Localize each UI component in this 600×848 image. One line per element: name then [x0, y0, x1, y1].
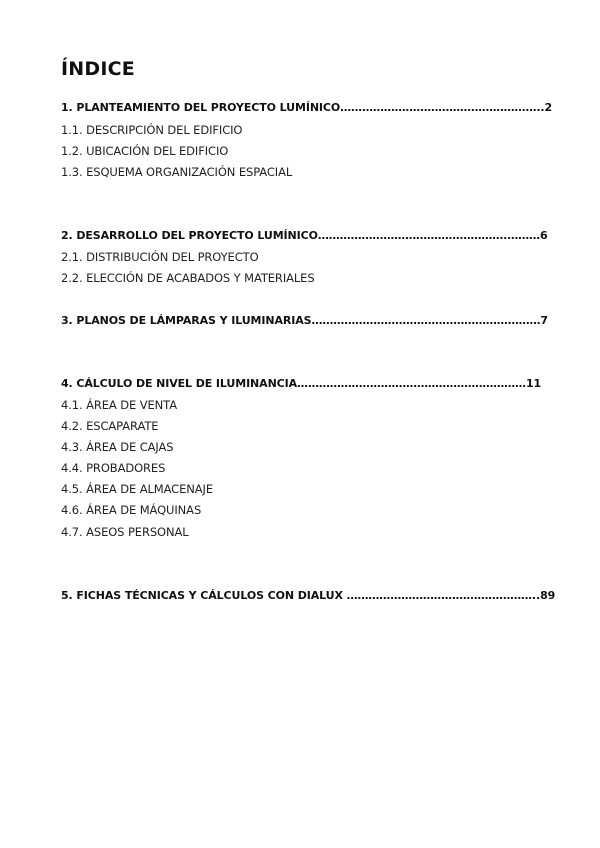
toc-heading-2: 2. DESARROLLO DEL PROYECTO LUMÍNICO…………………………………………….………6: [61, 229, 548, 242]
toc-subitem-1-1: 1.1. DESCRIPCIÓN DEL EDIFICIO: [61, 123, 243, 137]
toc-heading-3: 3. PLANOS DE LÁMPARAS Y ILUMINARIAS………………………………………………………7: [61, 314, 548, 327]
toc-heading-5: 5. FICHAS TÉCNICAS Y CÁLCULOS CON DIALUX ……………………………………………..89: [61, 589, 556, 602]
toc-subitem-4-5: 4.5. ÁREA DE ALMACENAJE: [61, 482, 214, 496]
toc-subitem-1-3: 1.3. ESQUEMA ORGANIZACIÓN ESPACIAL: [61, 165, 293, 179]
toc-subitem-2-2: 2.2. ELECCIÓN DE ACABADOS Y MATERIALES: [61, 271, 315, 285]
toc-subitem-1-2: 1.2. UBICACIÓN DEL EDIFICIO: [61, 144, 229, 158]
toc-subitem-4-6: 4.6. ÁREA DE MÁQUINAS: [61, 503, 202, 517]
toc-heading-1: 1. PLANTEAMIENTO DEL PROYECTO LUMÍNICO………………………………………………..2: [61, 101, 553, 114]
toc-subitem-4-2: 4.2. ESCAPARATE: [61, 419, 159, 433]
toc-subitem-4-1: 4.1. ÁREA DE VENTA: [61, 398, 177, 412]
toc-subitem-4-4: 4.4. PROBADORES: [61, 461, 166, 475]
toc-subitem-4-3: 4.3. ÁREA DE CAJAS: [61, 440, 174, 454]
toc-subitem-4-7: 4.7. ASEOS PERSONAL: [61, 525, 189, 539]
toc-subitem-2-1: 2.1. DISTRIBUCIÓN DEL PROYECTO: [61, 250, 259, 264]
toc-heading-4: 4. CÁLCULO DE NIVEL DE ILUMINANCIA………………………………………………………11: [61, 377, 542, 390]
page-title: ÍNDICE: [61, 58, 135, 80]
